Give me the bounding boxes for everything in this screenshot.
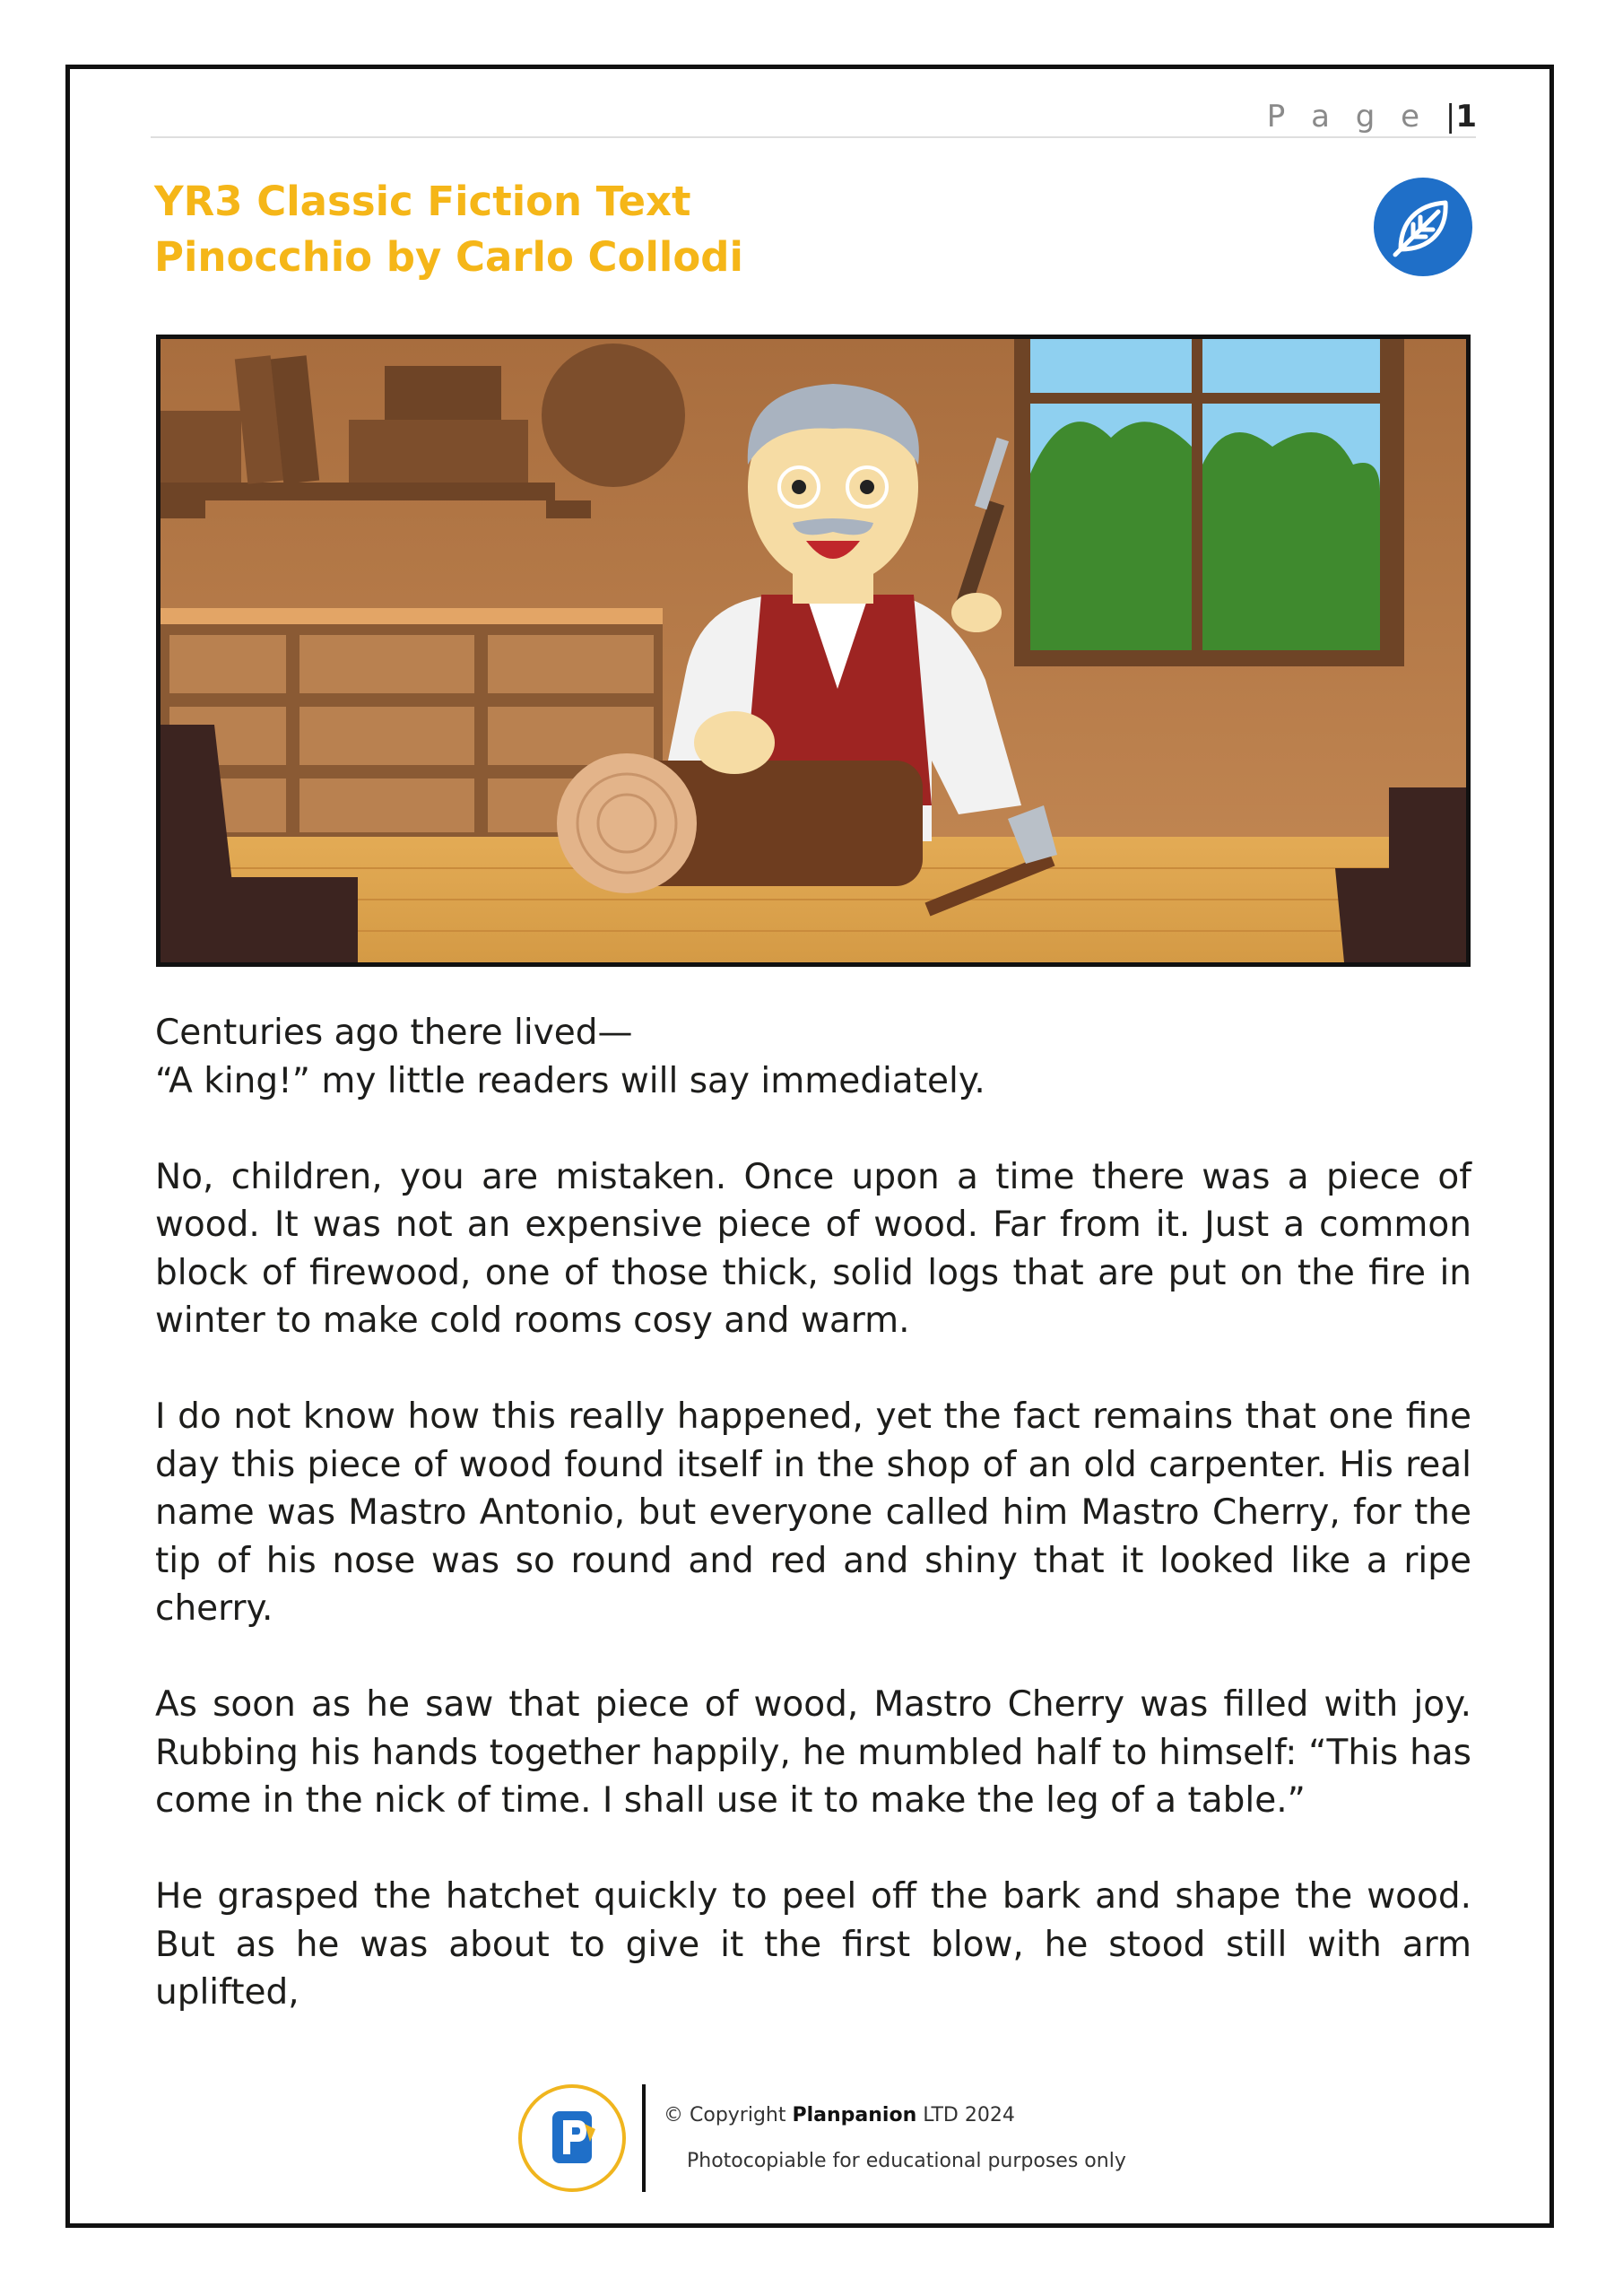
carpenter-workshop-illustration xyxy=(156,335,1471,967)
paragraph-5: He grasped the hatchet quickly to peel off the bark and shape the wood. But as he was about to give it the first blow, he stood still with arm uplifted, xyxy=(155,1876,1471,2013)
story-text xyxy=(155,1009,1471,2065)
header-rule xyxy=(151,136,1476,138)
copyright-brand: Planpanion xyxy=(792,2104,917,2126)
paragraph-2: No, children, you are mistaken. Once upon a time there was a piece of wood. It was not an expensive piece of wood. Far from it. Just a common block of firewood, one of those thick, solid logs that are put on the fire in winter to make cold rooms cosy and warm. xyxy=(155,1156,1471,1341)
paragraph-1-line-1: Centuries ago there lived— xyxy=(155,1013,633,1053)
title-line-2: Pinocchio by Carlo Collodi xyxy=(154,233,743,281)
document-title xyxy=(154,174,743,285)
paragraph-1 xyxy=(155,1009,1471,1105)
copyright-prefix: © Copyright xyxy=(664,2104,793,2126)
leaf-icon xyxy=(1374,178,1472,276)
page-number-header xyxy=(1267,99,1477,135)
footer-note: Photocopiable for educational purposes only xyxy=(687,2150,1126,2172)
page-separator: | xyxy=(1445,99,1456,135)
footer-divider xyxy=(642,2084,646,2192)
copyright-suffix: LTD 2024 xyxy=(916,2104,1015,2126)
title-line-1: YR3 Classic Fiction Text xyxy=(154,178,691,225)
page-number: 1 xyxy=(1455,99,1477,135)
paragraph-3: I do not know how this really happened, yet the fact remains that one fine day this piece of wood found itself in the shop of an old carpenter. His real name was Mastro Antonio, but everyone called him Mastro Cherry, for the tip of his nose was so round and red and shiny that it looked like a ripe cherry. xyxy=(155,1396,1471,1629)
page-label: P a g e xyxy=(1266,99,1428,135)
paragraph-1-line-2: “A king!” my little readers will say immediately. xyxy=(155,1060,985,1101)
footer-copyright xyxy=(664,2104,1015,2126)
planpanion-logo-icon xyxy=(518,2084,626,2192)
paragraph-4: As soon as he saw that piece of wood, Mastro Cherry was filled with joy. Rubbing his hands together happily, he mumbled half to himself: “This has come in the nick of time. I shall use it to make the leg of a table.” xyxy=(155,1684,1471,1821)
